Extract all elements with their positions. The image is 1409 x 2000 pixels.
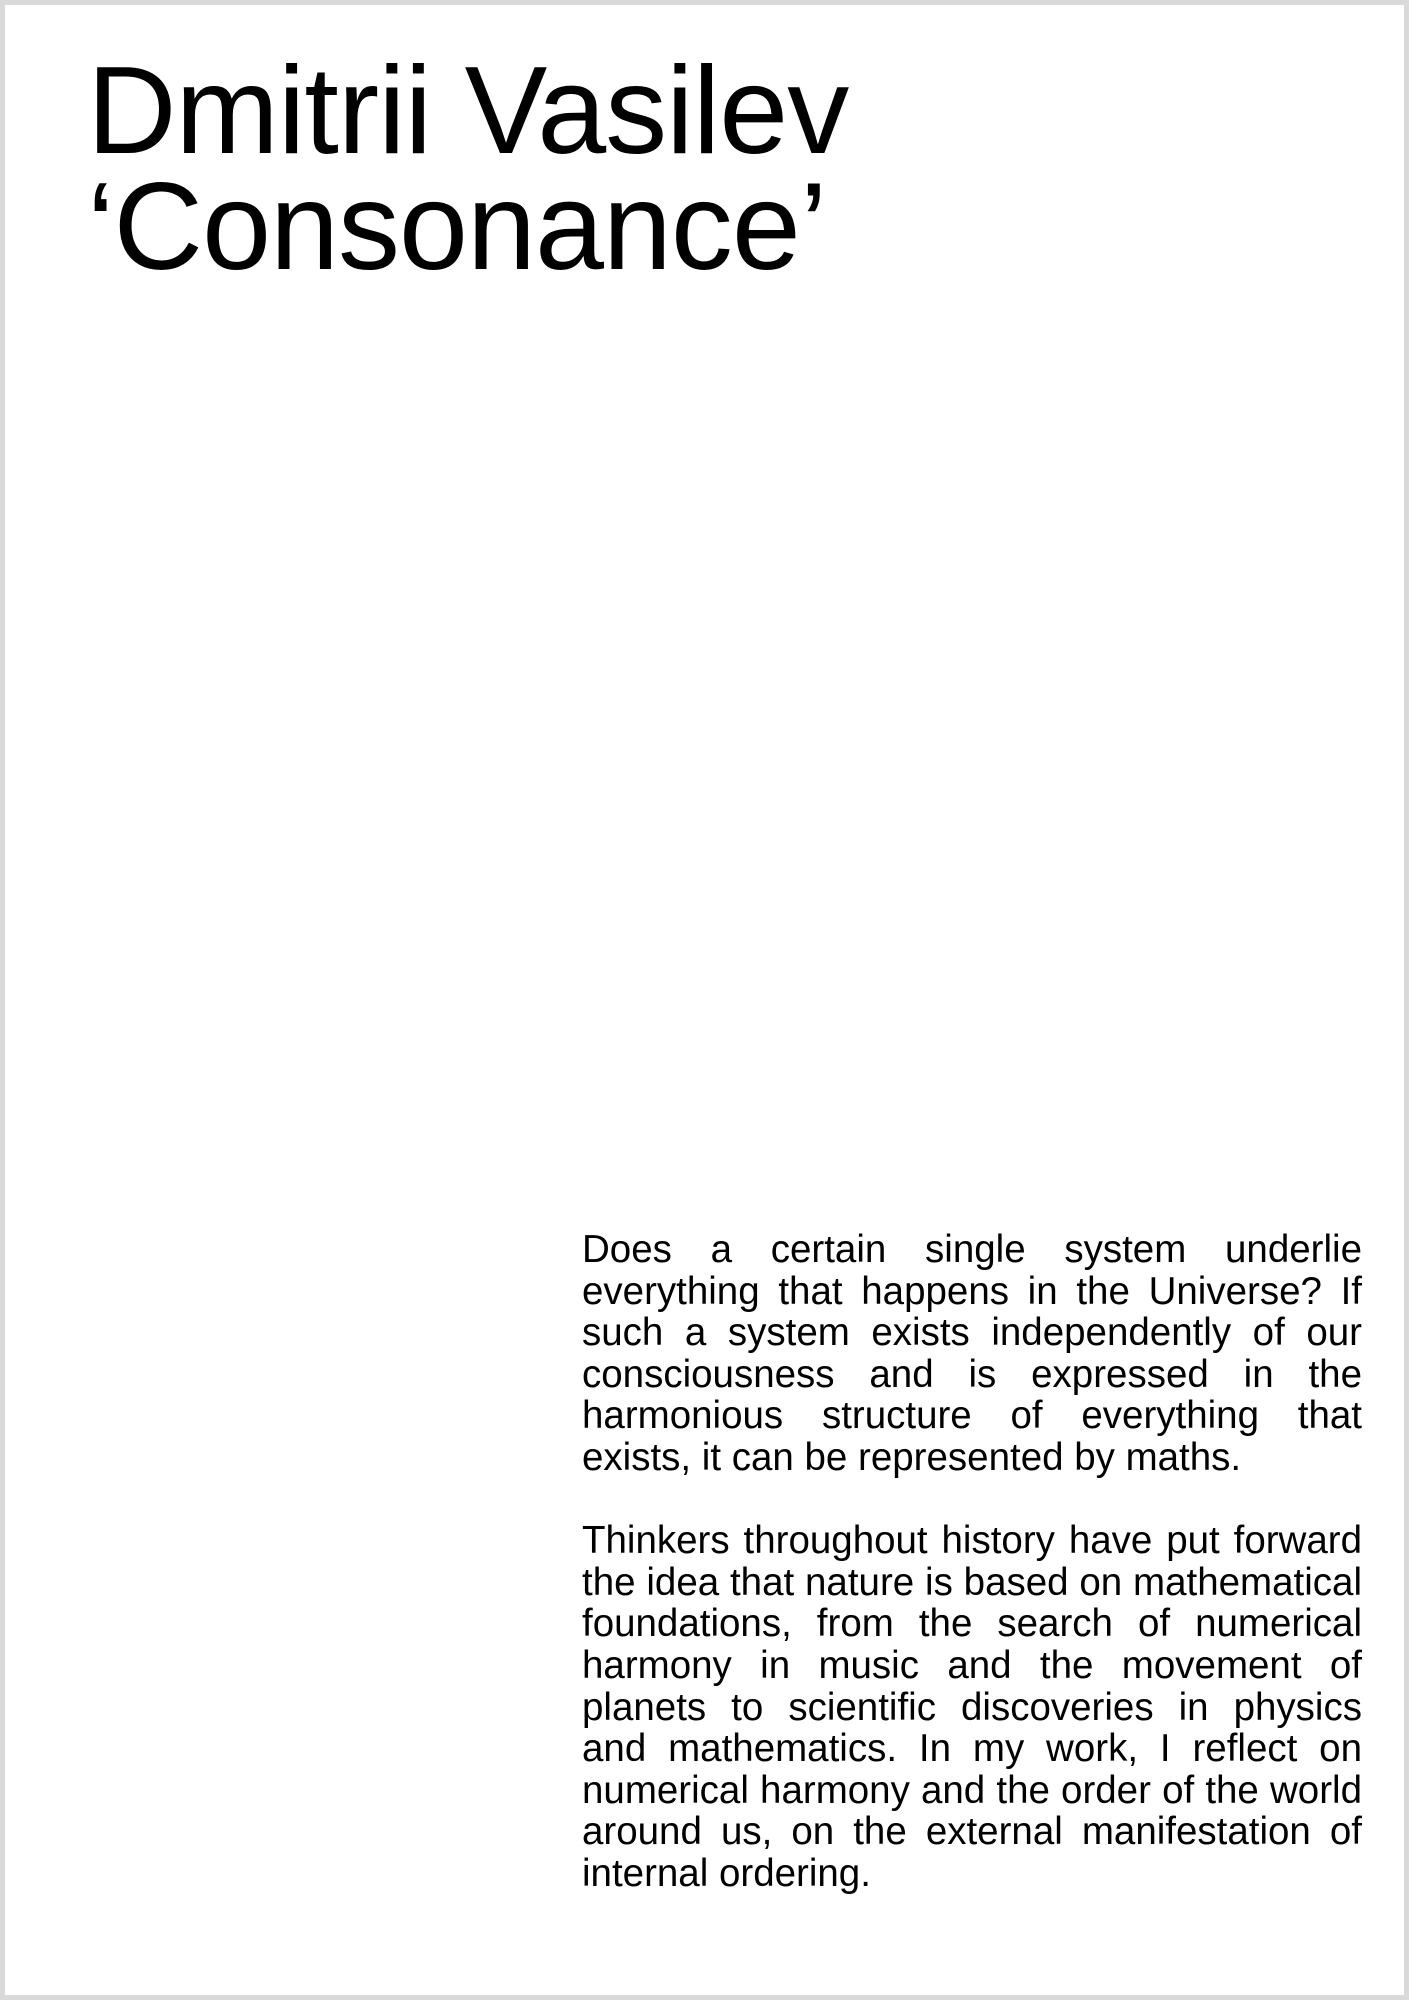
artist-name: Dmitrii Vasilev xyxy=(87,42,849,180)
page-title xyxy=(87,42,849,296)
work-title: ‘Consonance’ xyxy=(87,158,827,296)
statement-text xyxy=(582,1229,1362,1895)
statement-paragraph: Does a certain single system underlie everything that happens in the Universe? If such a system exists independently of our consciousness and is expressed in the harmonious structure of everything that exists, it can be represented by maths. xyxy=(582,1228,1362,1479)
statement-paragraph: Thinkers throughout history have put forward the idea that nature is based on mathematical foundations, from the search of numerical harmony in music and the movement of planets to scientific discoveries in physics and mathematics. In my work, I reflect on numerical harmony and the order of the world around us, on the external manifestation of internal ordering. xyxy=(582,1519,1362,1895)
